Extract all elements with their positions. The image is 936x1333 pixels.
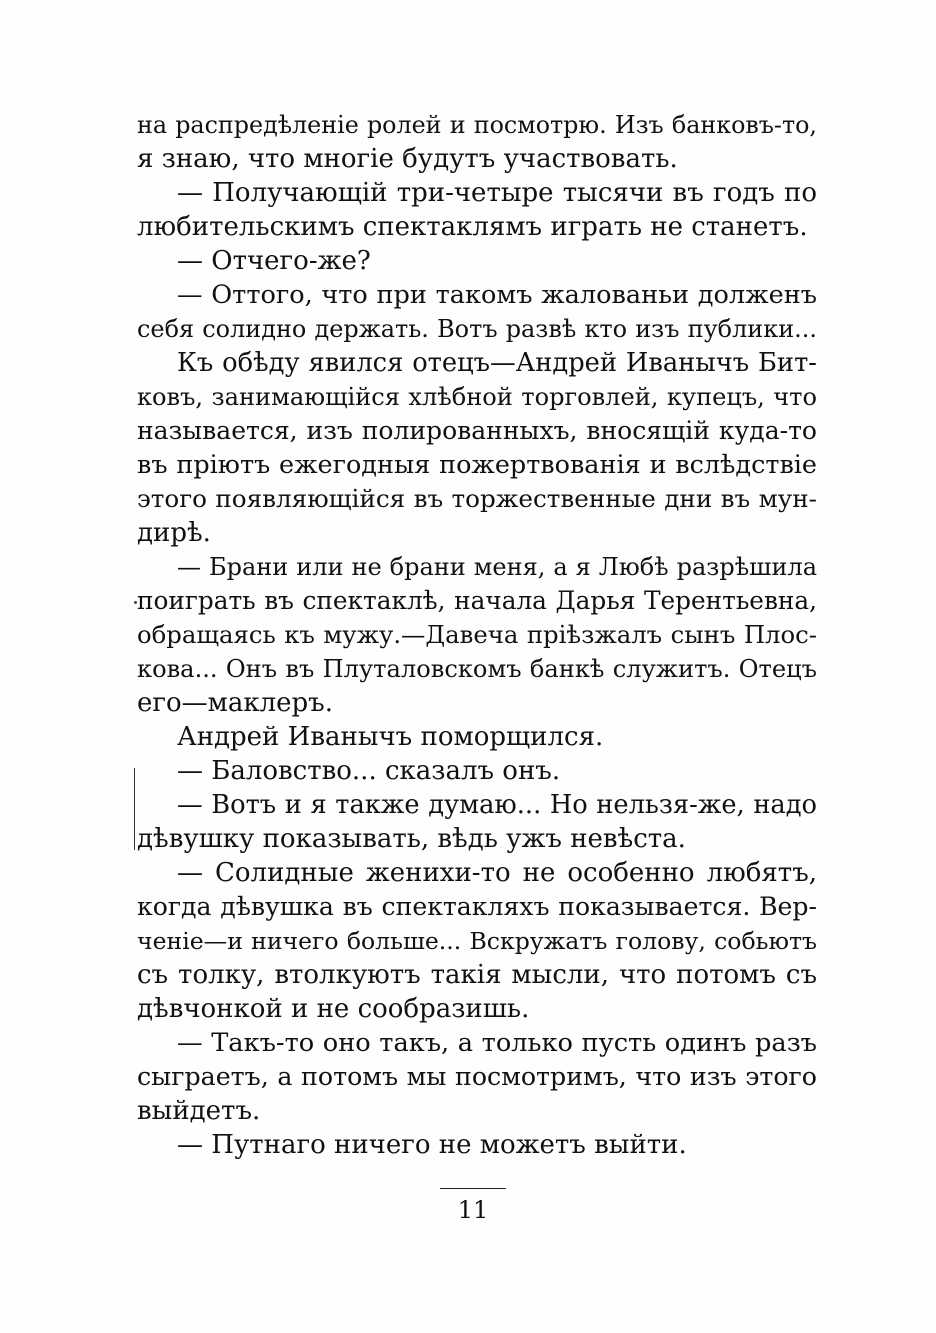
text-line: — Путнаго ничего не можетъ выйти. (177, 1130, 687, 1160)
text-line: Андрей Иванычъ поморщился. (177, 722, 604, 752)
text-line: этого появляющійся въ торжественные дни въ мун- (137, 484, 817, 513)
text-line: съ толку, втолкуютъ такія мысли, что потомъ съ (137, 960, 817, 990)
text-line: себя солидно держать. Вотъ развѣ кто изъ публики... (137, 315, 817, 343)
text-line: — Вотъ и я также думаю... Но нельзя-же, надо (177, 790, 817, 820)
text-line: — Оттого, что при такомъ жалованьи долженъ (177, 280, 817, 310)
text-line: поиграть въ спектаклѣ, начала Дарья Терентьевна, (137, 586, 817, 615)
text-line: его—маклеръ. (137, 688, 333, 718)
text-line: когда дѣвушка въ спектакляхъ показывается. Вер- (137, 892, 817, 921)
text-line: ковъ, занимающійся хлѣбной торговлей, купецъ, что (137, 383, 817, 411)
margin-mark-line (134, 768, 135, 850)
text-line: дѣвушку показывать, вѣдь ужъ невѣста. (137, 824, 686, 854)
text-line: — Солидные женихи-то не особенно любятъ, (177, 858, 817, 888)
text-line: Къ обѣду явился отецъ—Андрей Иванычъ Бит- (177, 348, 817, 378)
text-line: — Брани или не брани меня, а я Любѣ разрѣшила (177, 553, 817, 581)
page-number: 11 (457, 1196, 489, 1224)
text-line: на распредѣленіе ролей и посмотрю. Изъ банковъ-то, (137, 111, 817, 139)
text-line: я знаю, что многіе будутъ участвовать. (137, 144, 678, 174)
body-text (137, 108, 817, 1162)
text-line: сыграетъ, а потомъ мы посмотримъ, что изъ этого (137, 1062, 817, 1091)
text-line: выйдетъ. (137, 1096, 261, 1126)
text-line: въ пріютъ ежегодныя пожертвованія и вслѣдствіе (137, 450, 817, 480)
text-line: любительскимъ спектаклямъ играть не станетъ. (137, 212, 808, 242)
text-line: дирѣ. (137, 518, 211, 548)
text-line: — Такъ-то оно такъ, а только пусть одинъ разъ (177, 1028, 817, 1058)
text-line: — Получающій три-четыре тысячи въ годъ по (177, 178, 817, 208)
text-line: ченіе—и ничего больше... Вскружатъ голову, собьютъ (137, 927, 817, 955)
text-line: кова... Онъ въ Плуталовскомъ банкѣ служитъ. Отецъ (137, 655, 817, 683)
text-line: обращаясь къ мужу.—Давеча пріѣзжалъ сынъ Плос- (137, 620, 817, 649)
text-line: называется, изъ полированныхъ, вносящій куда-то (137, 416, 817, 445)
text-line: — Отчего-же? (177, 246, 371, 276)
page-number-rule (440, 1188, 506, 1189)
text-line: дѣвчонкой и не сообразишь. (137, 994, 530, 1024)
text-line: — Баловство... сказалъ онъ. (177, 756, 561, 786)
